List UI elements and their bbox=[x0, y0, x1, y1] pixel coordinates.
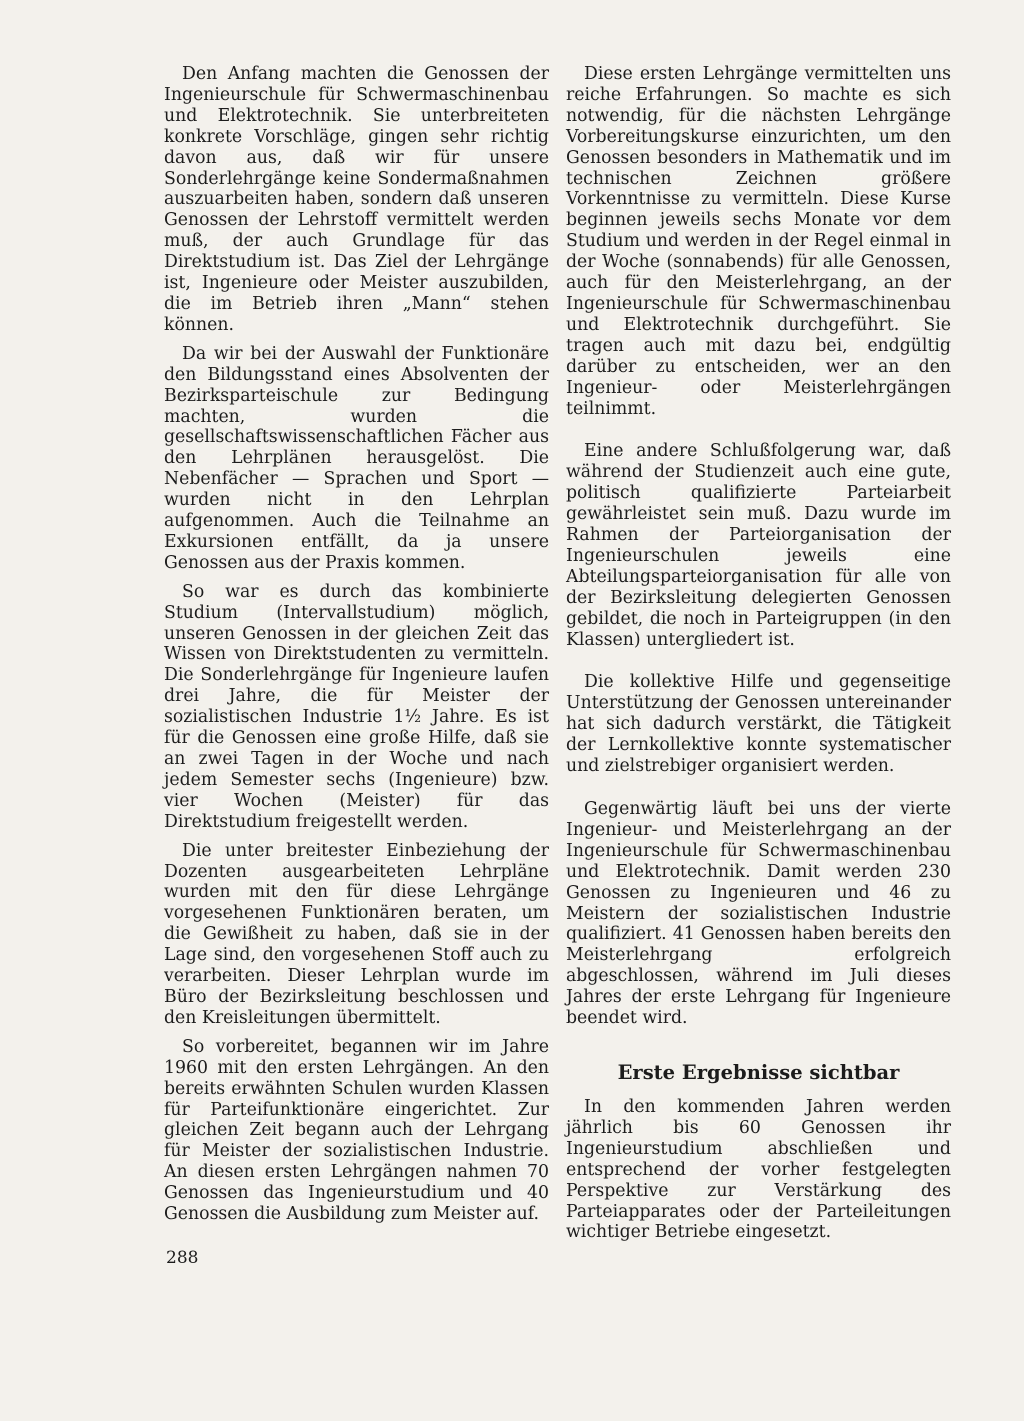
paragraph: Die kollektive Hilfe und gegenseitige Unterstützung der Genossen untereinander hat sich dadurch verstärkt, die Tätigkeit der Lernkollektive konnte systematischer und zielstrebiger organisiert werden. bbox=[566, 672, 951, 777]
paragraph: Da wir bei der Auswahl der Funktionäre den Bildungsstand eines Absolventen der Bezirksparteischule zur Bedingung machten, wurden die gesellschaftswissenschaftlichen Fächer aus den Lehrplänen herausgelöst. Die Nebenfächer — Sprachen und Sport — wurden nicht in den Lehrplan aufgenommen. Auch die Teilnahme an Exkursionen entfällt, da ja unsere Genossen aus der Praxis kommen. bbox=[164, 343, 549, 573]
paragraph: Gegenwärtig läuft bei uns der vierte Ingenieur- und Meisterlehrgang an der Ingenieurschule für Schwermaschinenbau und Elektrotechnik. Damit werden 230 Genossen zu Ingenieuren und 46 zu Meistern der sozialistischen Industrie qualifiziert. 41 Genossen haben bereits den Meisterlehrgang erfolgreich abgeschlossen, während im Juli dieses Jahres der erste Lehrgang für Ingenieure beendet wird. bbox=[566, 799, 951, 1029]
paragraph: So war es durch das kombinierte Studium (Intervallstudium) möglich, unseren Genossen in der gleichen Zeit das Wissen von Direktstudenten zu vermitteln. Die Sonderlehrgänge für Ingenieure laufen drei Jahre, die für Meister der sozialistischen Industrie 1½ Jahre. Es ist für die Genossen eine große Hilfe, daß sie an zwei Tagen in der Woche und nach jedem Semester sechs (Ingenieure) bzw. vier Wochen (Meister) für das Direktstudium freigestellt werden. bbox=[164, 581, 549, 832]
page-number: 288 bbox=[166, 1248, 199, 1268]
paragraph: Eine andere Schlußfolgerung war, daß während der Studienzeit auch eine gute, politisch qualifizierte Parteiarbeit gewährleistet sein muß. Dazu wurde im Rahmen der Parteiorganisation der Ingenieurschulen jeweils eine Abteilungsparteiorganisation für alle von der Bezirksleitung delegierten Genossen gebildet, die noch in Parteigruppen (in den Klassen) untergliedert ist. bbox=[566, 441, 951, 650]
paragraph: Den Anfang machten die Genossen der Ingenieurschule für Schwermaschinenbau und Elektrotechnik. Sie unterbreiteten konkrete Vorschläge, gingen sehr richtig davon aus, daß wir für unsere Sonderlehrgänge keine Sondermaßnahmen auszuarbeiten haben, sondern daß unseren Genossen der Lehrstoff vermittelt werden muß, der auch Grundlage für das Direktstudium ist. Das Ziel der Lehrgänge ist, Ingenieure oder Meister auszubilden, die im Betrieb ihren „Mann“ stehen können. bbox=[164, 64, 549, 335]
paragraph: Die unter breitester Einbeziehung der Dozenten ausgearbeiteten Lehrpläne wurden mit den für diese Lehrgänge vorgesehenen Funktionären beraten, um die Gewißheit zu haben, daß sie in der Lage sind, den vorgesehenen Stoff auch zu verarbeiten. Dieser Lehrplan wurde im Büro der Bezirksleitung beschlossen und den Kreisleitungen übermittelt. bbox=[164, 840, 549, 1028]
right-column bbox=[566, 64, 951, 1265]
section-heading: Erste Ergebnisse sichtbar bbox=[617, 1060, 900, 1084]
paragraph: Diese ersten Lehrgänge vermittelten uns reiche Erfahrungen. So machte es sich notwendig, für die nächsten Lehrgänge Vorbereitungskurse einzurichten, um den Genossen besonders in Mathematik und im technischen Zeichnen größere Vorkenntnisse zu vermitteln. Diese Kurse beginnen jeweils sechs Monate vor dem Studium und werden in der Regel einmal in der Woche (sonnabends) für alle Genossen, auch für den Meisterlehrgang, an der Ingenieurschule für Schwermaschinenbau und Elektrotechnik durchgeführt. Sie tragen auch mit dazu bei, endgültig darüber zu entscheiden, wer an den Ingenieur- oder Meisterlehrgängen teilnimmt. bbox=[566, 64, 951, 419]
paragraph: So vorbereitet, begannen wir im Jahre 1960 mit den ersten Lehrgängen. An den bereits erwähnten Schulen wurden Klassen für Parteifunktionäre eingerichtet. Zur gleichen Zeit begann auch der Lehrgang für Meister der sozialistischen Industrie. An diesen ersten Lehrgängen nahmen 70 Genossen das Ingenieurstudium und 40 Genossen die Ausbildung zum Meister auf. bbox=[164, 1036, 549, 1225]
paragraph: In den kommenden Jahren werden jährlich bis 60 Genossen ihr Ingenieurstudium abschließen und entsprechend der vorher festgelegten Perspektive zur Verstärkung des Parteiapparates oder der Parteileitungen wichtiger Betriebe eingesetzt. bbox=[566, 1096, 951, 1243]
left-column bbox=[164, 64, 549, 1233]
